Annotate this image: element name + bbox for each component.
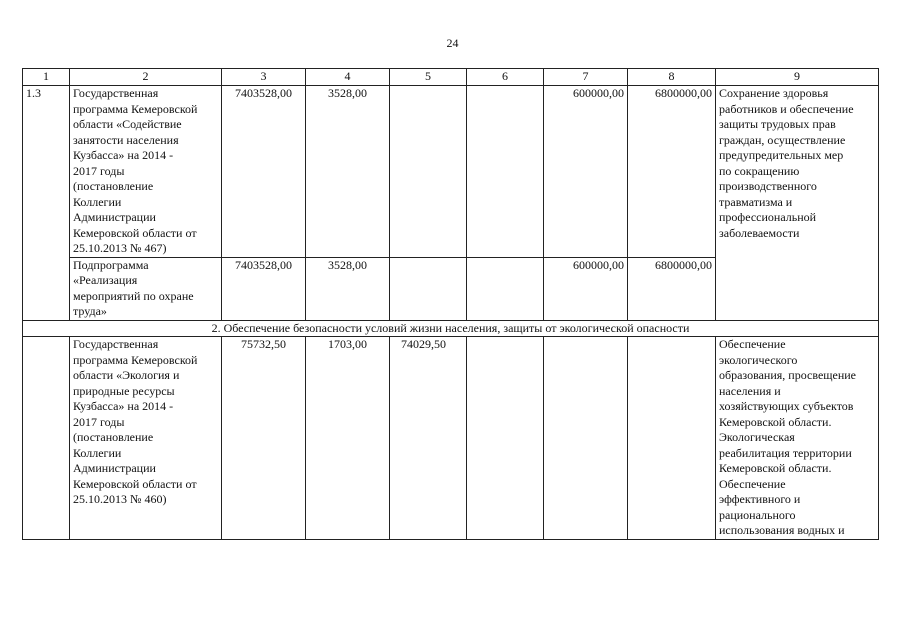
header-cell: 3 [222, 69, 306, 86]
value-col8 [628, 337, 716, 540]
value-col3: 7403528,00 [222, 86, 306, 258]
value-col5: 74029,50 [390, 337, 467, 540]
program-table [22, 68, 879, 540]
program-goal: Сохранение здоровья работников и обеспечение защиты трудовых прав граждан, осуществление предупредительных мер по сокращению производственного травматизма и профессиональной заболеваемости [716, 86, 879, 321]
value-col4: 1703,00 [306, 337, 390, 540]
value-col7 [544, 337, 628, 540]
value-col3: 75732,50 [222, 337, 306, 540]
value-col6 [467, 257, 544, 320]
header-cell: 8 [628, 69, 716, 86]
header-cell: 7 [544, 69, 628, 86]
value-col7: 600000,00 [544, 86, 628, 258]
value-col6 [467, 337, 544, 540]
value-col8: 6800000,00 [628, 257, 716, 320]
value-col4: 3528,00 [306, 257, 390, 320]
value-col5 [390, 257, 467, 320]
value-col5 [390, 86, 467, 258]
header-cell: 1 [23, 69, 70, 86]
header-cell: 2 [70, 69, 222, 86]
value-col7: 600000,00 [544, 257, 628, 320]
value-col6 [467, 86, 544, 258]
header-cell: 5 [390, 69, 467, 86]
section-row [23, 320, 879, 337]
header-row [23, 69, 879, 86]
value-col4: 3528,00 [306, 86, 390, 258]
table-row [23, 86, 879, 258]
row-number: 1.3 [23, 86, 70, 321]
header-cell: 9 [716, 69, 879, 86]
section-title: 2. Обеспечение безопасности условий жизни населения, защиты от экологической опасности [23, 320, 879, 337]
table-row [23, 337, 879, 540]
header-cell: 4 [306, 69, 390, 86]
subprogram-name: Подпрограмма «Реализация мероприятий по охране труда» [70, 257, 222, 320]
page-number: 24 [446, 36, 459, 50]
program-name: Государственная программа Кемеровской области «Содействие занятости населения Кузбасса» на 2014 - 2017 годы (постановление Коллегии Администрации Кемеровской области от 25.10.2013 № 467) [70, 86, 222, 258]
row-number [23, 337, 70, 540]
value-col3: 7403528,00 [222, 257, 306, 320]
program-goal: Обеспечение экологического образования, просвещение населения и хозяйствующих субъектов Кемеровской области. Экологическая реабилитация территории Кемеровской области. Обеспечение эффективного и рационального использования водных и [716, 337, 879, 540]
value-col8: 6800000,00 [628, 86, 716, 258]
header-cell: 6 [467, 69, 544, 86]
program-name: Государственная программа Кемеровской области «Экология и природные ресурсы Кузбасса» на 2014 - 2017 годы (постановление Коллегии Администрации Кемеровской области от 25.10.2013 № 460) [70, 337, 222, 540]
